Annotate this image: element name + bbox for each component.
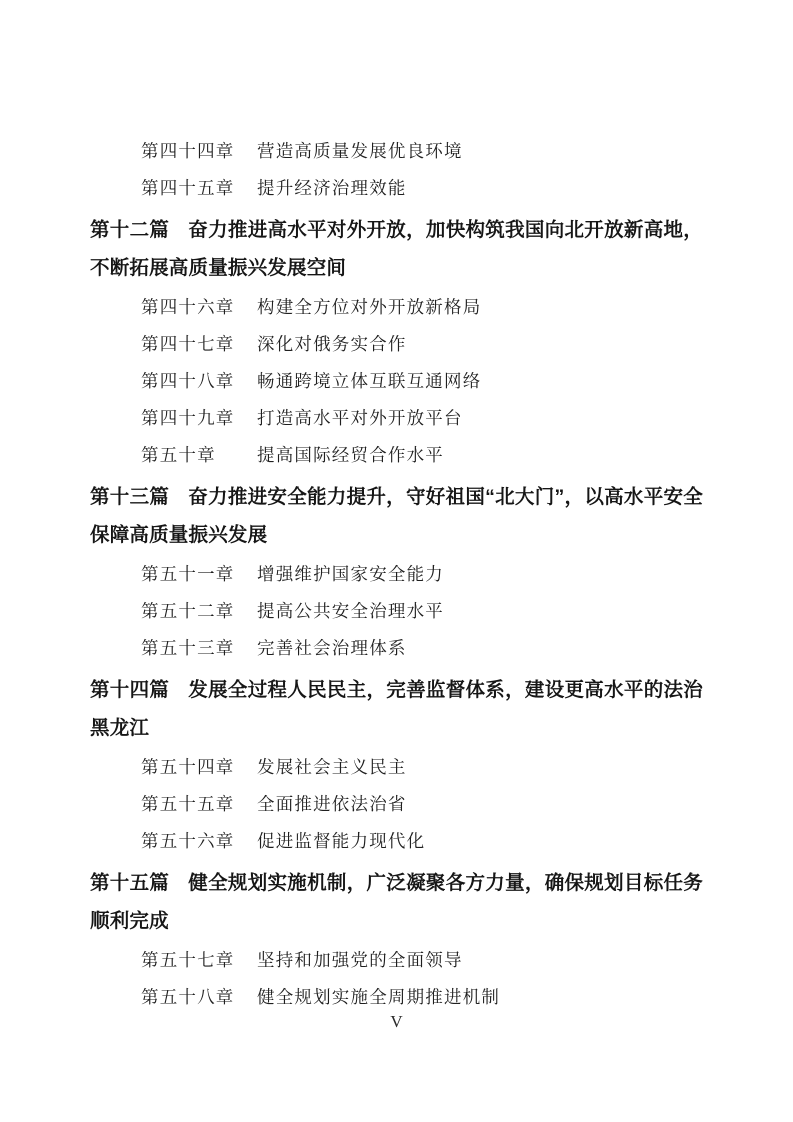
toc-chapter-entry[interactable] (90, 133, 703, 170)
toc-chapter-entry[interactable] (90, 326, 703, 363)
toc-part-heading[interactable] (90, 671, 703, 747)
toc-chapter-title: 打造高水平对外开放平台 (257, 408, 463, 428)
toc-chapter-number: 第五十章 (141, 445, 216, 465)
toc-chapter-number: 第五十二章 (141, 601, 235, 621)
toc-part-number: 第十四篇 (90, 679, 170, 701)
toc-chapter-number: 第四十九章 (141, 408, 235, 428)
toc-chapter-title: 提高国际经贸合作水平 (257, 445, 444, 465)
toc-chapter-number: 第五十六章 (141, 831, 235, 851)
toc-part-number: 第十二篇 (90, 219, 170, 241)
toc-chapter-number: 第四十八章 (141, 371, 235, 391)
toc-chapter-number: 第四十五章 (141, 178, 235, 198)
toc-chapter-title: 增强维护国家安全能力 (257, 564, 444, 584)
toc-part-title: 健全规划实施机制，广泛凝聚各方力量，确保规划目标任务顺利完成 (90, 872, 703, 932)
toc-chapter-entry[interactable] (90, 786, 703, 823)
toc-chapter-entry[interactable] (90, 289, 703, 326)
toc-chapter-entry[interactable] (90, 749, 703, 786)
toc-chapter-title: 发展社会主义民主 (257, 757, 407, 777)
toc-part-title: 发展全过程人民民主，完善监督体系，建设更高水平的法治黑龙江 (90, 679, 703, 739)
toc-chapter-title: 健全规划实施全周期推进机制 (257, 987, 501, 1007)
toc-chapter-number: 第五十四章 (141, 757, 235, 777)
toc-chapter-entry[interactable] (90, 630, 703, 667)
toc-chapter-entry[interactable] (90, 979, 703, 1016)
toc-chapter-entry[interactable] (90, 942, 703, 979)
toc-chapter-title: 提高公共安全治理水平 (257, 601, 444, 621)
toc-chapter-entry[interactable] (90, 823, 703, 860)
toc-chapter-title: 提升经济治理效能 (257, 178, 407, 198)
toc-chapter-title: 全面推进依法治省 (257, 794, 407, 814)
toc-chapter-title: 深化对俄务实合作 (257, 334, 407, 354)
toc-chapter-number: 第四十六章 (141, 297, 235, 317)
toc-part-title: 奋力推进安全能力提升，守好祖国“北大门”，以高水平安全保障高质量振兴发展 (90, 486, 703, 546)
toc-part-number: 第十三篇 (90, 486, 170, 508)
toc-part-heading[interactable] (90, 864, 703, 940)
toc-chapter-number: 第五十五章 (141, 794, 235, 814)
toc-chapter-number: 第五十七章 (141, 950, 235, 970)
toc-chapter-number: 第四十四章 (141, 141, 235, 161)
toc-chapter-title: 畅通跨境立体互联互通网络 (257, 371, 482, 391)
toc-chapter-number: 第五十三章 (141, 638, 235, 658)
toc-part-heading[interactable] (90, 478, 703, 554)
toc-chapter-entry[interactable] (90, 363, 703, 400)
toc-part-heading[interactable] (90, 211, 703, 287)
toc-chapter-title: 促进监督能力现代化 (257, 831, 426, 851)
toc-chapter-number: 第四十七章 (141, 334, 235, 354)
toc-chapter-title: 完善社会治理体系 (257, 638, 407, 658)
toc-chapter-number: 第五十一章 (141, 564, 235, 584)
toc-chapter-entry[interactable] (90, 400, 703, 437)
toc-part-number: 第十五篇 (90, 872, 170, 894)
toc-chapter-entry[interactable] (90, 170, 703, 207)
toc-chapter-number: 第五十八章 (141, 987, 235, 1007)
toc-part-title: 奋力推进高水平对外开放，加快构筑我国向北开放新高地，不断拓展高质量振兴发展空间 (90, 219, 703, 279)
page-number: V (390, 1012, 403, 1031)
toc-chapter-entry[interactable] (90, 556, 703, 593)
toc-chapter-title: 构建全方位对外开放新格局 (257, 297, 482, 317)
toc-chapter-entry[interactable] (90, 437, 703, 474)
toc-chapter-title: 营造高质量发展优良环境 (257, 141, 463, 161)
toc-chapter-entry[interactable] (90, 593, 703, 630)
table-of-contents (90, 133, 703, 1016)
toc-chapter-title: 坚持和加强党的全面领导 (257, 950, 463, 970)
